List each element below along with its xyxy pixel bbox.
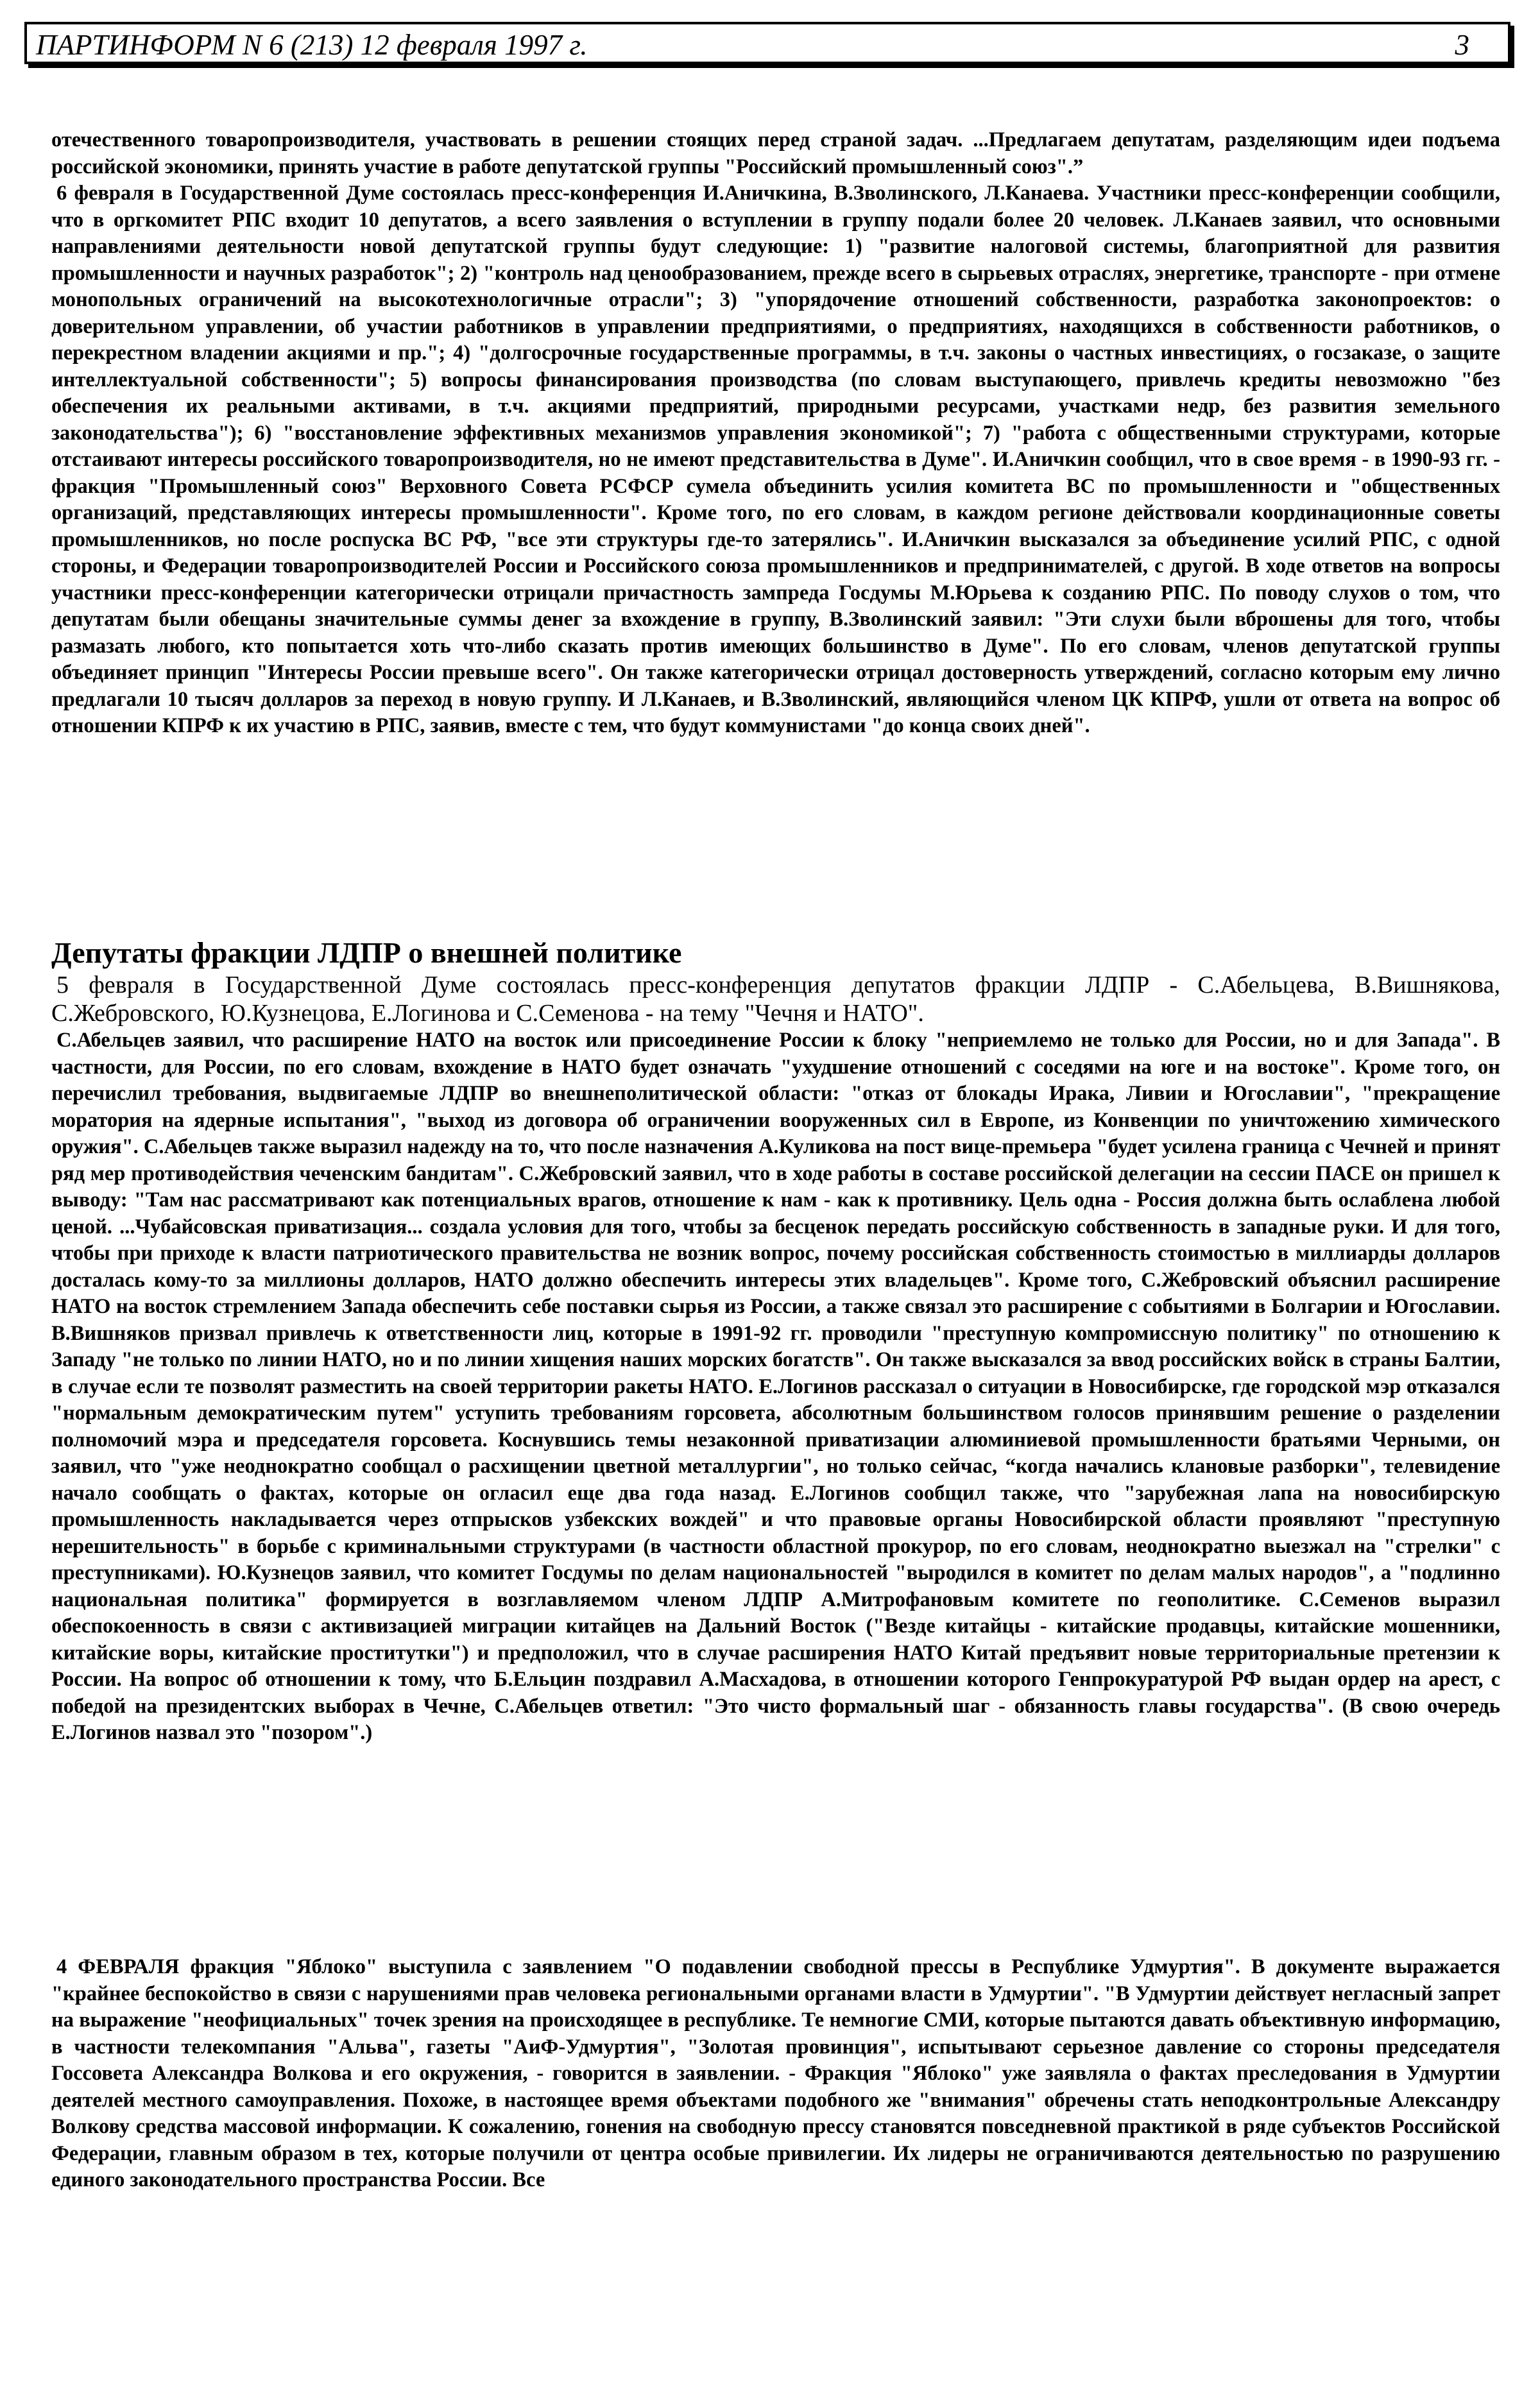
paragraph-rps-press-conference: 6 февраля в Государственной Думе состоялась пресс-конференция И.Аничкина, В.Зволинского, Л.Канаева. Участники пресс-конференции сообщили, что в оргкомитет РПС входит 10 депутатов, а всего заявления о вступлении в группу подали более 20 человек. Л.Канаев заявил, что основными направлениями деятельности новой депутатской группы будут следующие: 1) "развитие налоговой системы, благоприятной для развития промышленности и научных разработок"; 2) "контроль над ценообразованием, прежде всего в сырьевых отраслях, энергетике, транспорте - при отмене монопольных ограничений на высокотехнологичные отрасли"; 3) "упорядочение отношений собственности, разработка законопроектов: о доверительном управлении, об участии работников в управлении предприятиями, о предприятиях, находящихся в собственности работников, о перекрестном владении акциями и пр."; 4) "долгосрочные государственные программы, в т.ч. законы о частных инвестициях, о госзаказе, о защите интеллектуальной собственности"; 5) вопросы финансирования производства (по словам выступающего, привлечь кредиты невозможно "без обеспечения их реальными активами, в т.ч. акциями предприятий, природными ресурсами, участками недр, без развития земельного законодательства"); 6) "восстановление эффективных механизмов управления экономикой"; 7) "работа с общественными структурами, которые отстаивают интересы российского товаропроизводителя, но не имеют представительства в Думе". И.Аничкин сообщил, что в свое время - в 1990-93 гг. - фракция "Промышленный союз" Верховного Совета РСФСР сумела объединить усилия комитета ВС по промышленности и "общественных организаций, представляющих интересы промышленности". Кроме того, по его словам, в каждом регионе действовали координационные советы промышленников, но после роспуска ВС РФ, "все эти структуры где-то затерялись". И.Аничкин высказался за объединение усилий РПС, с одной стороны, и Федерации товаропроизводителей России и Российского союза промышленников и предпринимателей, с другой. В ходе ответов на вопросы участники пресс-конференции категорически отрицали причастность зампреда Госдумы М.Юрьева к созданию РПС. По поводу слухов о том, что депутатам были обещаны значительные суммы денег за вхождение в группу, В.Зволинский заявил: "Эти слухи были вброшены для того, чтобы размазать любого, кто попытается хоть что-либо сказать против имеющих большинство в Думе". По его словам, членов депутатской группы объединяет принцип "Интересы России превыше всего". Он также категорически отрицал достоверность утверждений, согласно которым ему лично предлагали 10 тысяч долларов за переход в новую группу. И Л.Канаев, и В.Зволинский, являющийся членом ЦК КПРФ, ушли от ответа на вопрос об отношении КПРФ к их участию в РПС, заявив, вместе с тем, что будут коммунистами "до конца своих дней". <box>51 182 1500 737</box>
article-rps-continuation <box>51 127 1500 740</box>
paragraph-ldpr-body: С.Абельцев заявил, что расширение НАТО на восток или присоединение России к блоку "неприемлемо не только для России, но и для Запада". В частности, для России, по его словам, вхождение в НАТО будет означать "ухудшение отношений с соседями на юге и на востоке". Кроме того, он перечислил требования, выдвигаемые ЛДПР во внешнеполитической области: "отказ от блокады Ирака, Ливии и Югославии", "прекращение моратория на ядерные испытания", "выход из договора об ограничении вооруженных сил в Европе, из Конвенции по уничтожению химического оружия". С.Абельцев также выразил надежду на то, что после назначения А.Куликова на пост вице-премьера "будет усилена граница с Чечней и принят ряд мер противодействия чеченским бандитам". С.Жебровский заявил, что в ходе работы в составе российской делегации на сессии ПАСЕ он пришел к выводу: "Там нас рассматривают как потенциальных врагов, отношение к нам - как к противнику. Цель одна - Россия должна быть ослаблена любой ценой. ...Чубайсовская приватизация... создала условия для того, чтобы за бесценок передать российскую собственность в западные руки. И для того, чтобы при приходе к власти патриотического правительства не возник вопрос, почему российская собственность стоимостью в миллиарды долларов досталась кому-то за миллионы долларов, НАТО должно обеспечить интересы этих владельцев". Кроме того, С.Жебровский объяснил расширение НАТО на восток стремлением Запада обеспечить себе поставки сырья из России, а также связал это расширение с событиями в Болгарии и Югославии. В.Вишняков призвал привлечь к ответственности лиц, которые в 1991-92 гг. проводили "преступную компромиссную политику" по отношению к Западу "не только по линии НАТО, но и по линии хищения наших морских богатств". Он также высказался за ввод российских войск в страны Балтии, в случае если те позволят разместить на своей территории ракеты НАТО. Е.Логинов рассказал о ситуации в Новосибирске, где городской мэр отказался "нормальным демократическим путем" уступить требованиям горсовета, абсолютным большинством голосов принявшим решение о разделении полномочий мэра и председателя горсовета. Коснувшись темы незаконной приватизации алюминиевой промышленности братьями Черными, он заявил, что "уже неоднократно сообщал о расхищении цветной металлургии", но только сейчас, “когда начались клановые разборки", телевидение начало сообщать о фактах, которые он огласил еще два года назад. Е.Логинов сообщил также, что "зарубежная лапа на новосибирскую промышленность накладывается через отпрысков узбекских вождей" и что правовые органы Новосибирской области проявляют "преступную нерешительность" в борьбе с криминальными структурами (в частности областной прокурор, по его словам, неоднократно выезжал на "стрелки" с преступниками). Ю.Кузнецов заявил, что комитет Госдумы по делам национальностей "выродился в комитет по делам малых народов", а "подлинно национальная политика" формируется в возглавляемом членом ЛДПР А.Митрофановым комитете по геополитике. С.Семенов выразил обеспокоенность в связи с активизацией миграции китайцев на Дальний Восток ("Везде китайцы - китайские продавцы, китайские мошенники, китайские воры, китайские проститутки") и предположил, что в случае расширения НАТО Китай предъявит новые территориальные претензии к России. На вопрос об отношении к тому, что Б.Ельцин поздравил А.Масхадова, в отношении которого Генпрокуратурой РФ выдан ордер на арест, с победой на президентских выборах в Чечне, С.Абельцев ответил: "Это чисто формальный шаг - обязанность главы государства". (В свою очередь Е.Логинов назвал это "позором".) <box>51 1029 1500 1744</box>
article-ldpr <box>51 935 1500 1747</box>
page-header <box>24 22 1510 64</box>
publication-title: ПАРТИНФОРМ N 6 (213) 12 февраля 1997 г. <box>36 29 588 61</box>
article-yabloko <box>51 1954 1500 2194</box>
article-heading-ldpr: Депутаты фракции ЛДПР о внешней политике <box>51 936 682 969</box>
paragraph-rps-intro: отечественного товаропроизводителя, участвовать в решении стоящих перед страной задач. ...Предлагаем депутатам, разделяющим идеи подъема российской экономики, принять участие в работе депутатской группы "Российский промышленный союз".” <box>51 128 1500 178</box>
page-number: 3 <box>1455 29 1469 61</box>
paragraph-yabloko-statement: 4 ФЕВРАЛЯ фракция "Яблоко" выступила с заявлением "О подавлении свободной прессы в Республике Удмуртия". В документе выражается "крайнее беспокойство в связи с нарушениями прав человека региональными органами власти в Удмуртии". "В Удмуртии действует негласный запрет на выражение "неофициальных" точек зрения на происходящее в республике. Те немногие СМИ, которые пытаются давать объективную информацию, в частности телекомпания "Альва", газеты "АиФ-Удмуртия", "Золотая провинция", испытывают серьезное давление со стороны председателя Госсовета Александра Волкова и его окружения, - говорится в заявлении. - Фракция "Яблоко" уже заявляла о фактах преследования в Удмуртии деятелей местного самоуправления. Похоже, в настоящее время объектами подобного же "внимания" обречены стать неподконтрольные Александру Волкову средства массовой информации. К сожалению, гонения на свободную прессу становятся повседневной практикой в ряде субъектов Российской Федерации, главным образом в тех, которые получили от центра особые привилегии. Их лидеры не ограничиваются деятельностью по разрушению единого законодательного пространства России. Все <box>51 1955 1500 2191</box>
paragraph-ldpr-lead: 5 февраля в Государственной Думе состоялась пресс-конференция депутатов фракции ЛДПР - С.Абельцева, В.Вишнякова, С.Жебровского, Ю.Кузнецова, Е.Логинова и С.Семенова - на тему "Чечня и НАТО". <box>51 972 1500 1027</box>
